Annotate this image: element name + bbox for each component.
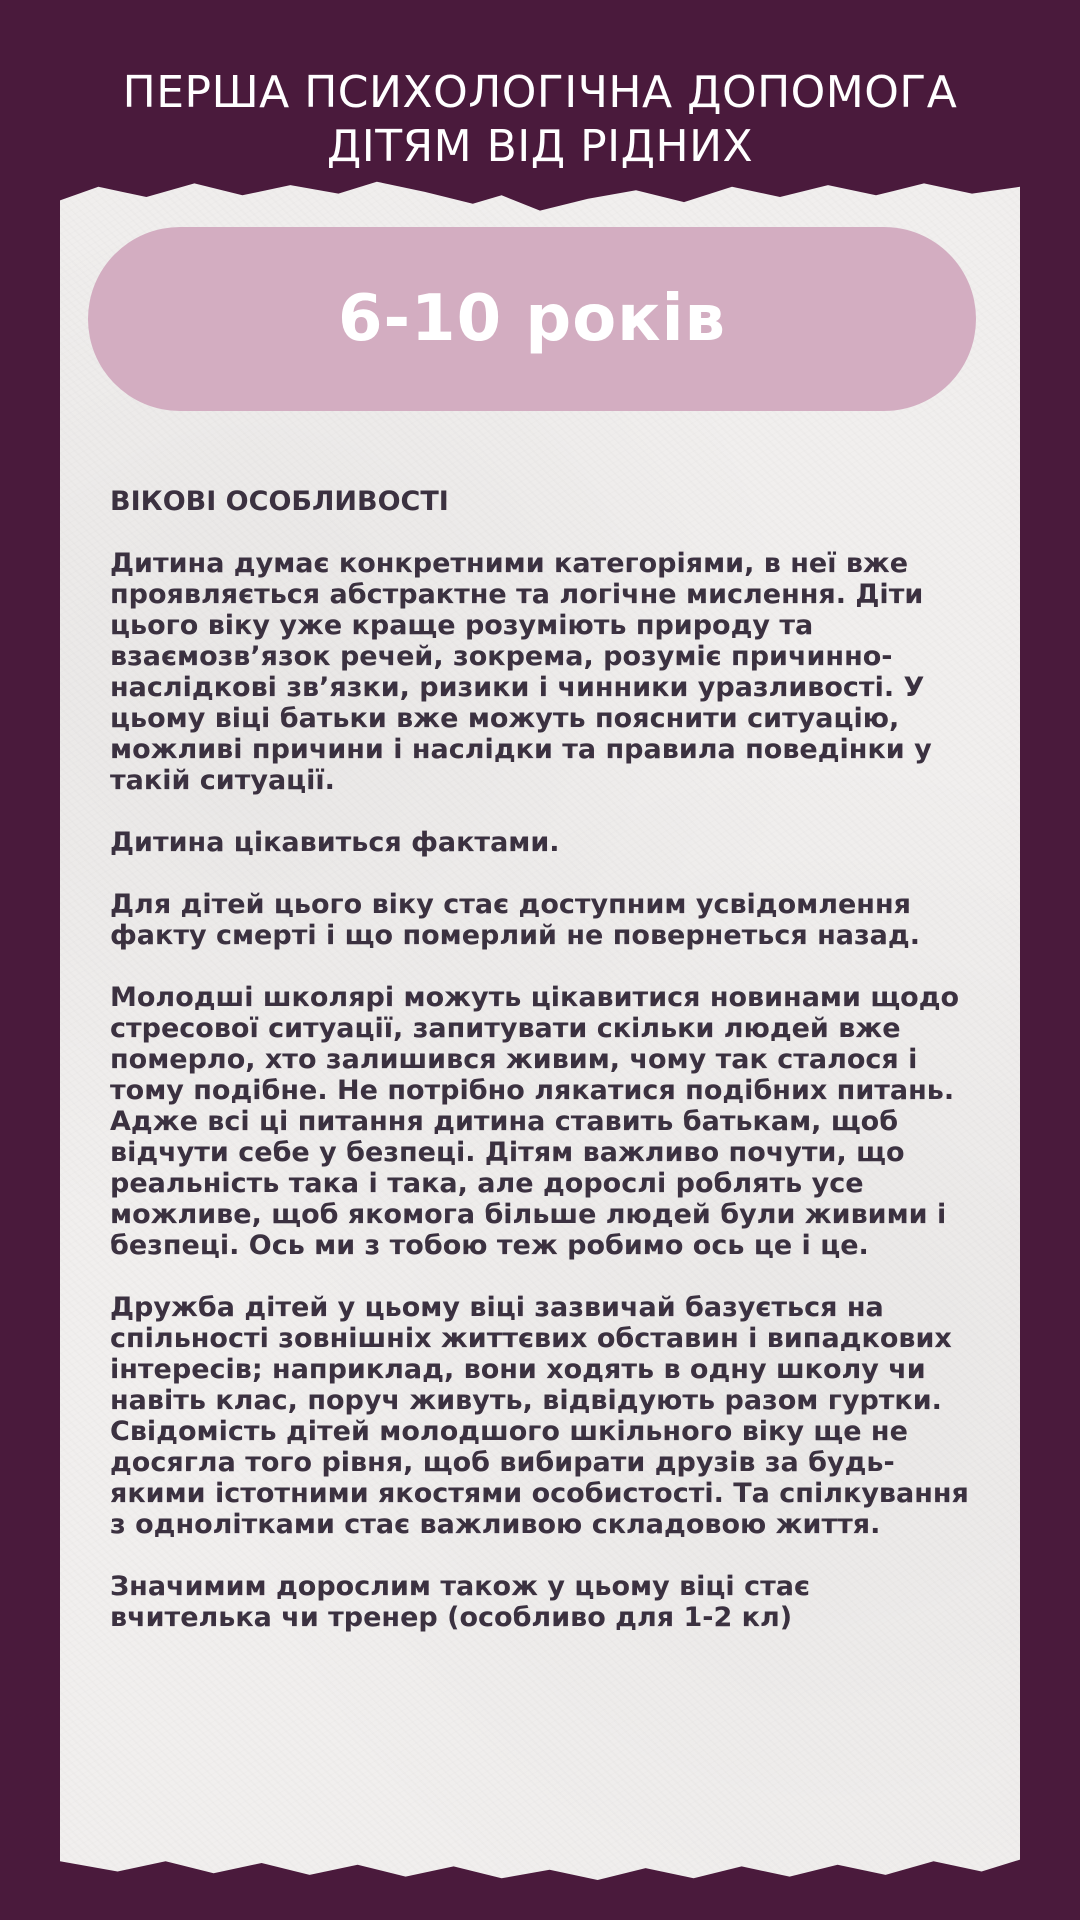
- header-title-line-1: ПЕРША ПСИХОЛОГІЧНА ДОПОМОГА: [122, 67, 958, 118]
- paragraph-death-awareness: Для дітей цього віку стає доступним усвідомлення факту смерті і що померлий не повернеться назад.: [110, 889, 920, 951]
- section-heading: ВІКОВІ ОСОБЛИВОСТІ: [110, 486, 449, 517]
- paragraph-thinking: Дитина думає конкретними категоріями, в неї вже проявляється абстрактне та логічне мислення. Діти цього віку уже краще розуміють природу та взаємозв’язок речей, зокрема, розуміє причинно-наслідкові зв’язки, ризики і чинники уразливості. У цьому віці батьки вже можуть пояснити ситуацію, можливі причини і наслідки та правила поведінки у такій ситуації.: [110, 548, 932, 796]
- header: [0, 0, 1080, 190]
- age-badge: [88, 227, 976, 411]
- paragraph-significant-adults: Значимим дорослим також у цьому віці стає вчителька чи тренер (особливо для 1-2 кл): [110, 1571, 810, 1633]
- paragraph-friendship: Дружба дітей у цьому віці зазвичай базується на спільності зовнішніх життєвих обставин і випадкових інтересів; наприклад, вони ходять в одну школу чи навіть клас, поруч живуть, відвідують разом гуртки. Свідомість дітей молодшого шкільного віку ще не досягла того рівня, щоб вибирати друзів за будь-якими істотними якостями особистості. Та спілкування з однолітками стає важливою складовою життя.: [110, 1292, 969, 1540]
- paragraph-facts: Дитина цікавиться фактами.: [110, 827, 560, 858]
- paragraph-news-questions: Молодші школярі можуть цікавитися новинами щодо стресової ситуації, запитувати скільки людей вже померло, хто залишився живим, чому так сталося і тому подібне. Не потрібно лякатися подібних питань. Адже всі ці питання дитина ставить батькам, щоб відчути себе у безпеці. Дітям важливо почути, що реальність така і така, але дорослі роблять усе можливе, щоб якомога більше людей були живими і безпеці. Ось ми з тобою теж робимо ось це і це.: [110, 982, 960, 1261]
- header-title-line-2: ДІТЯМ ВІД РІДНИХ: [326, 121, 754, 172]
- age-badge-text: 6-10 років: [337, 282, 727, 356]
- content-section: [110, 486, 970, 1664]
